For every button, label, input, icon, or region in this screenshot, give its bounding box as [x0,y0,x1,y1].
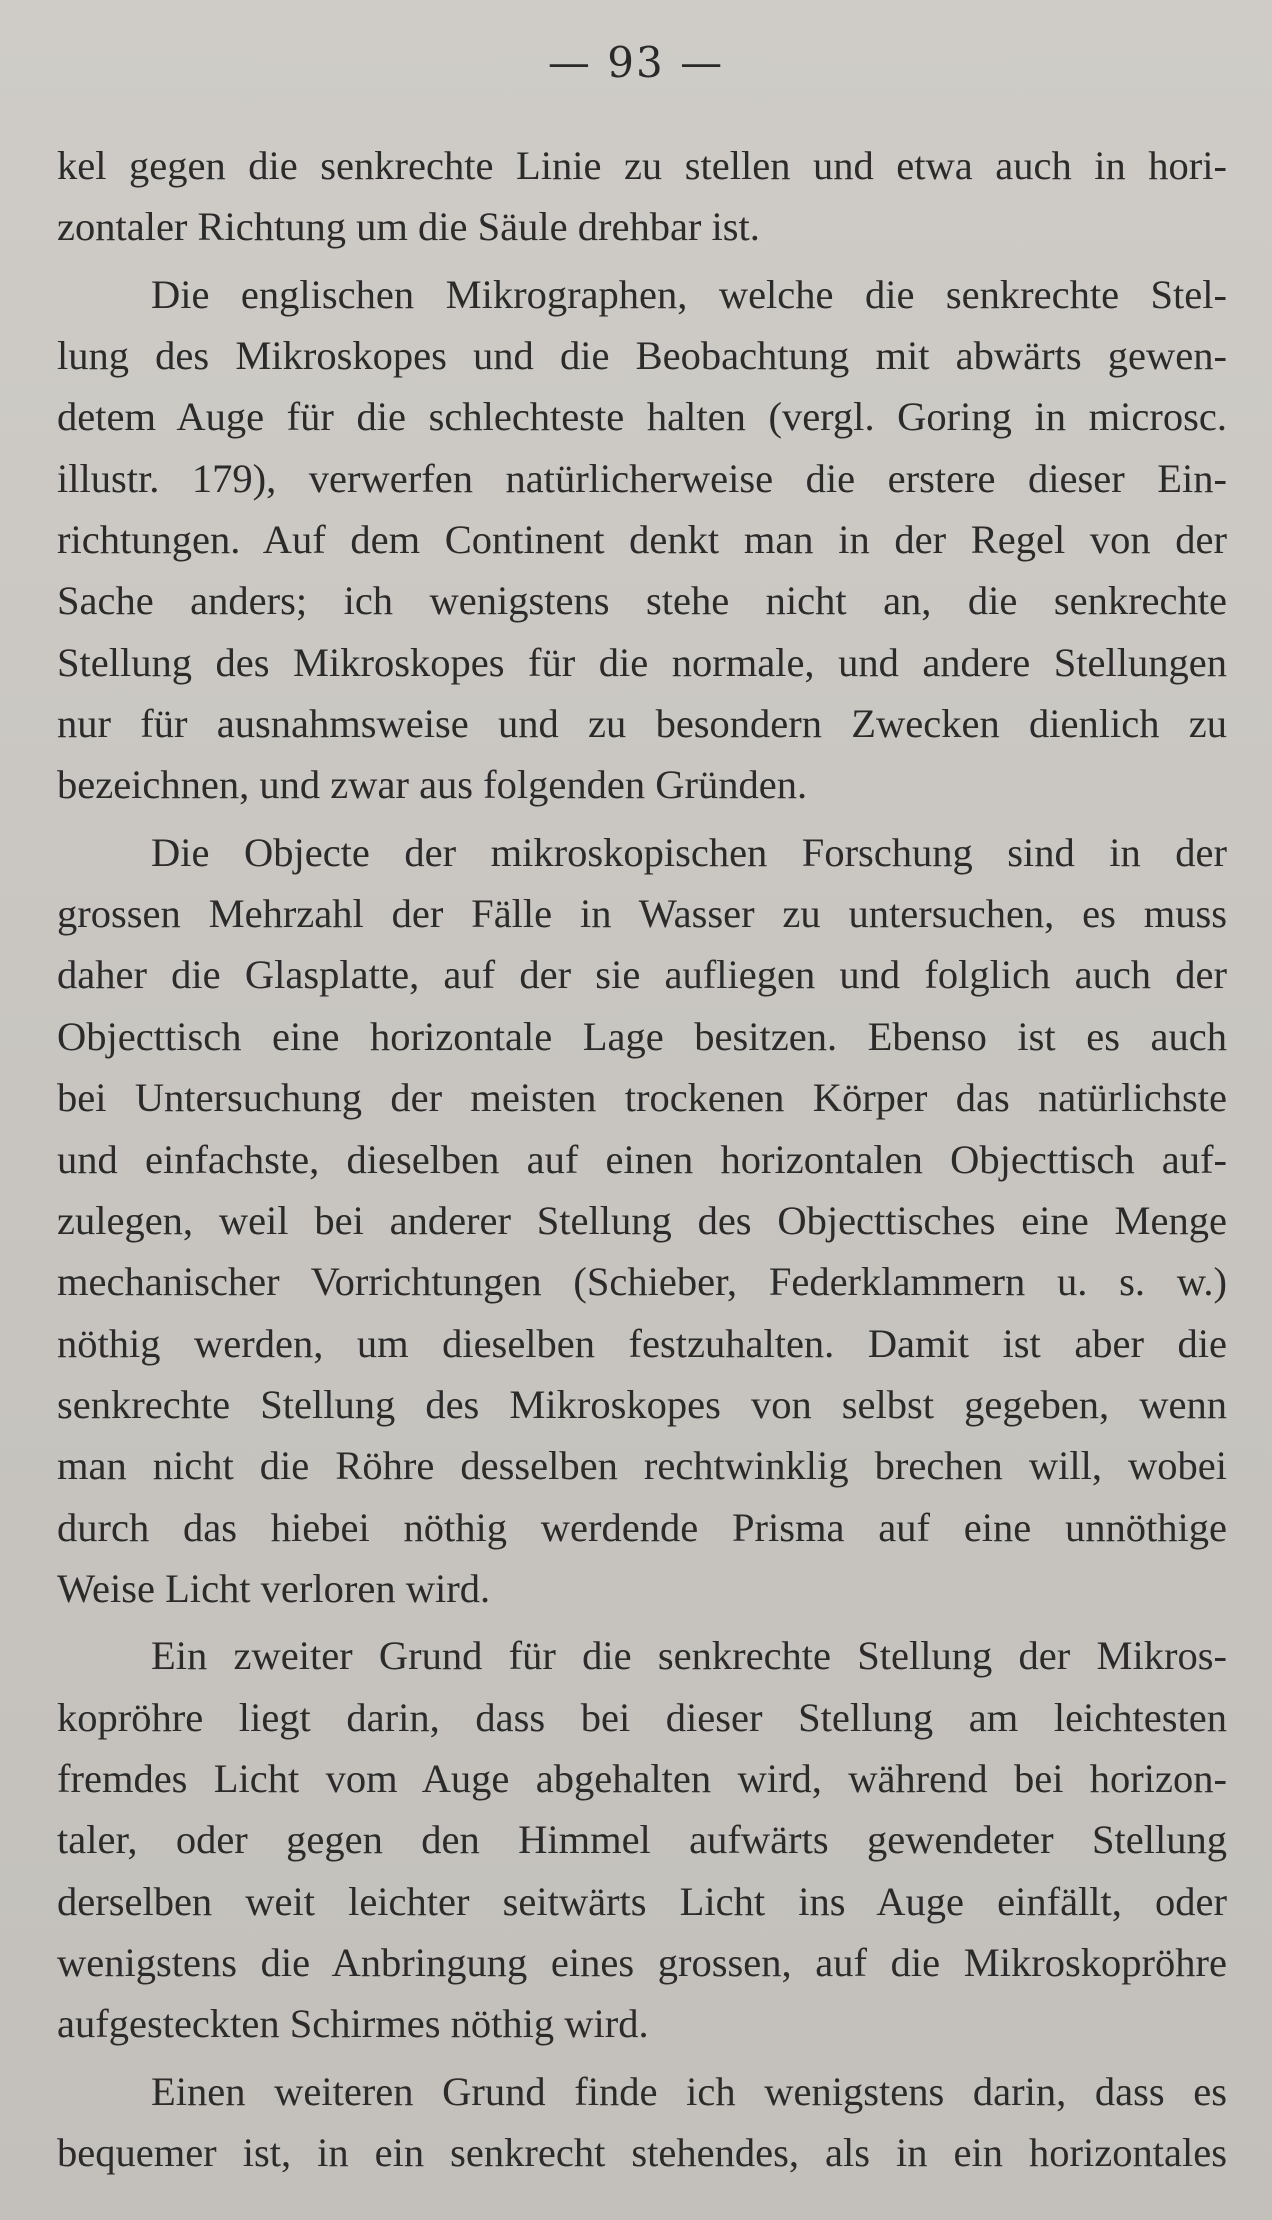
text-line: man nicht die Röhre desselben rechtwinklig brechen will, wobei [57,1443,1227,1489]
text-line: detem Auge für die schlechteste halten (vergl. Goring in microsc. [57,394,1227,440]
text-line: grossen Mehrzahl der Fälle in Wasser zu untersuchen, es muss [57,891,1227,937]
text-line: wenigstens die Anbringung eines grossen, auf die Mikroskopröhre [57,1939,1227,1985]
text-line: und einfachste, dieselben auf einen horizontalen Objecttisch auf- [57,1136,1227,1182]
text-line: Weise Licht verloren wird. [57,1565,491,1611]
text-line: richtungen. Auf dem Continent denkt man in der Regel von der [57,517,1227,563]
text-line: lung des Mikroskopes und die Beobachtung mit abwärts gewen- [57,333,1227,379]
text-line: Stellung des Mikroskopes für die normale, und andere Stellungen [57,639,1227,685]
text-line: nur für ausnahmsweise und zu besondern Zwecken dienlich zu [57,701,1227,747]
text-line: Sache anders; ich wenigstens stehe nicht an, die senkrechte [57,578,1227,624]
text-line: Objecttisch eine horizontale Lage besitzen. Ebenso ist es auch [57,1013,1227,1059]
text-line: bei Untersuchung der meisten trockenen Körper das natürlichste [57,1075,1227,1121]
text-line: Ein zweiter Grund für die senkrechte Stellung der Mikros- [151,1633,1227,1679]
page-number-header: — 93 — [547,38,725,87]
text-line: zulegen, weil bei anderer Stellung des Objecttisches eine Menge [57,1197,1227,1243]
text-line: bezeichnen, und zwar aus folgenden Gründen. [57,762,808,808]
text-line: kel gegen die senkrechte Linie zu stellen und etwa auch in hori- [57,143,1227,188]
text-line: Einen weiteren Grund finde ich wenigstens darin, dass es [151,2068,1227,2114]
text-line: durch das hiebei nöthig werdende Prisma auf eine unnöthige [57,1504,1227,1550]
text-line: mechanischer Vorrichtungen (Schieber, Federklammern u. s. w.) [57,1259,1227,1305]
text-line: daher die Glasplatte, auf der sie aufliegen und folglich auch der [57,952,1227,998]
text-line: aufgesteckten Schirmes nöthig wird. [57,2001,649,2047]
text-line: taler, oder gegen den Himmel aufwärts gewendeter Stellung [57,1817,1227,1863]
text-line: zontaler Richtung um die Säule drehbar ist. [57,204,760,250]
body-text [57,135,1227,2183]
text-line: Die Objecte der mikroskopischen Forschung sind in der [151,829,1227,875]
text-line: derselben weit leichter seitwärts Licht ins Auge einfällt, oder [57,1878,1227,1924]
text-line: senkrechte Stellung des Mikroskopes von selbst gegeben, wenn [57,1381,1227,1427]
text-line: nöthig werden, um dieselben festzuhalten. Damit ist aber die [57,1320,1227,1366]
text-line: fremdes Licht vom Auge abgehalten wird, während bei horizon- [57,1755,1227,1801]
text-line: illustr. 179), verwerfen natürlicherweise die erstere dieser Ein- [57,455,1227,501]
text-line: bequemer ist, in ein senkrecht stehendes, als in ein horizontales [57,2130,1227,2175]
text-line: kopröhre liegt darin, dass bei dieser Stellung am leichtesten [57,1694,1227,1740]
text-line: Die englischen Mikrographen, welche die senkrechte Stel- [151,271,1227,317]
